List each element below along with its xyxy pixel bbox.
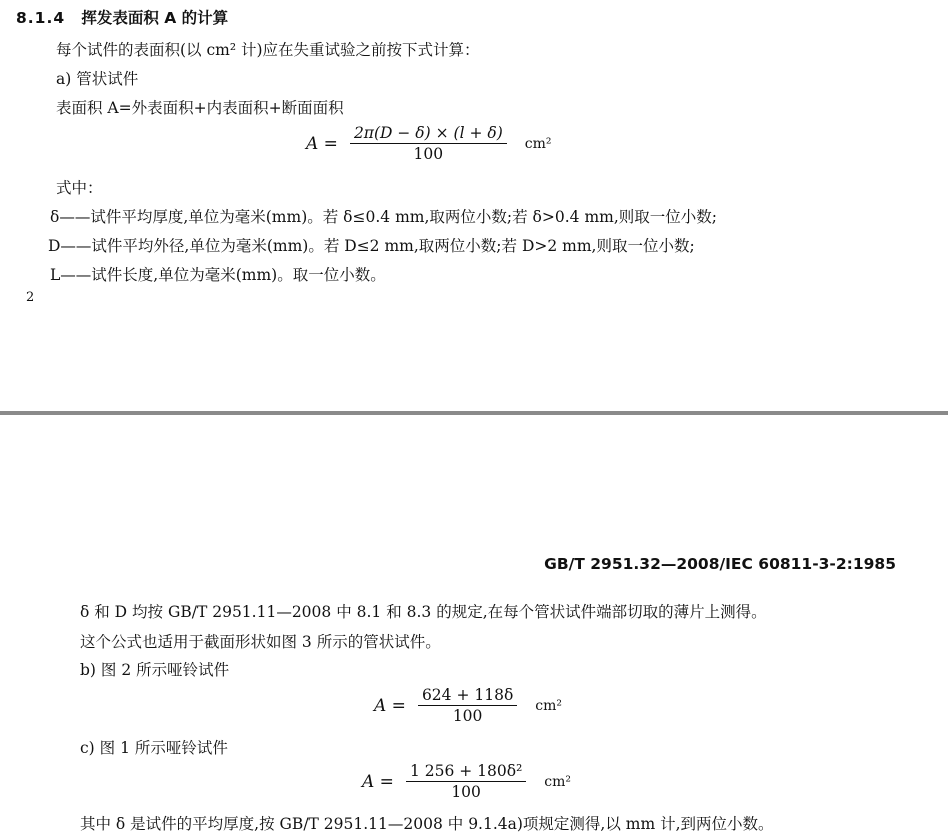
section-title: 挥发表面积 A 的计算 [81,9,229,27]
area-definition: 表面积 A=外表面积+内表面积+断面面积 [56,99,344,117]
formula-numerator: 624 + 118δ [418,686,517,706]
formula-numerator: 2π(D − δ) × (l + δ) [350,124,507,144]
formula-fraction [406,762,526,801]
definition-delta: δ——试件平均厚度,单位为毫米(mm)。若 δ≤0.4 mm,取两位小数;若 δ>0.4 mm,则取一位小数; [50,208,717,226]
formula-lhs: A = [374,695,406,716]
definition-D: D——试件平均外径,单位为毫米(mm)。若 D≤2 mm,取两位小数;若 D>2 mm,则取一位小数; [48,237,695,255]
formula-lhs: A = [306,133,338,154]
where-label: 式中： [56,179,103,197]
paragraph-measurement: δ 和 D 均按 GB/T 2951.11—2008 中 8.1 和 8.3 的规定,在每个管状试件端部切取的薄片上测得。 [80,603,767,621]
formula-numerator: 1 256 + 180δ² [406,762,526,782]
footer-paragraph: 其中 δ 是试件的平均厚度,按 GB/T 2951.11—2008 中 9.1.4a)项规定测得,以 mm 计,到两位小数。 [80,815,774,833]
formula-unit: cm² [535,697,563,714]
formula-denominator: 100 [452,707,483,725]
formula-unit: cm² [544,773,572,790]
formula-dumbbell-fig1 [362,762,571,801]
section-heading [16,6,228,28]
section-number: 8.1.4 [16,9,66,27]
intro-paragraph: 每个试件的表面积(以 cm² 计)应在失重试验之前按下式计算： [56,41,480,59]
formula-fraction [418,686,517,725]
formula-denominator: 100 [413,145,444,163]
formula-unit: cm² [524,135,552,152]
formula-tubular [306,124,551,163]
item-c-label: c) 图 1 所示哑铃试件 [80,739,228,757]
item-b-label: b) 图 2 所示哑铃试件 [80,661,230,679]
page-separator [0,411,948,415]
item-a-label: a) 管状试件 [56,70,139,88]
definition-L: L——试件长度,单位为毫米(mm)。取一位小数。 [50,266,386,284]
standard-header: GB/T 2951.32—2008/IEC 60811-3-2:1985 [544,555,896,573]
formula-lhs: A = [362,771,394,792]
formula-fraction [350,124,507,163]
paragraph-applicability: 这个公式也适用于截面形状如图 3 所示的管状试件。 [80,633,441,651]
formula-denominator: 100 [451,783,481,801]
page-number: 2 [26,290,35,305]
formula-dumbbell-fig2 [374,686,562,725]
